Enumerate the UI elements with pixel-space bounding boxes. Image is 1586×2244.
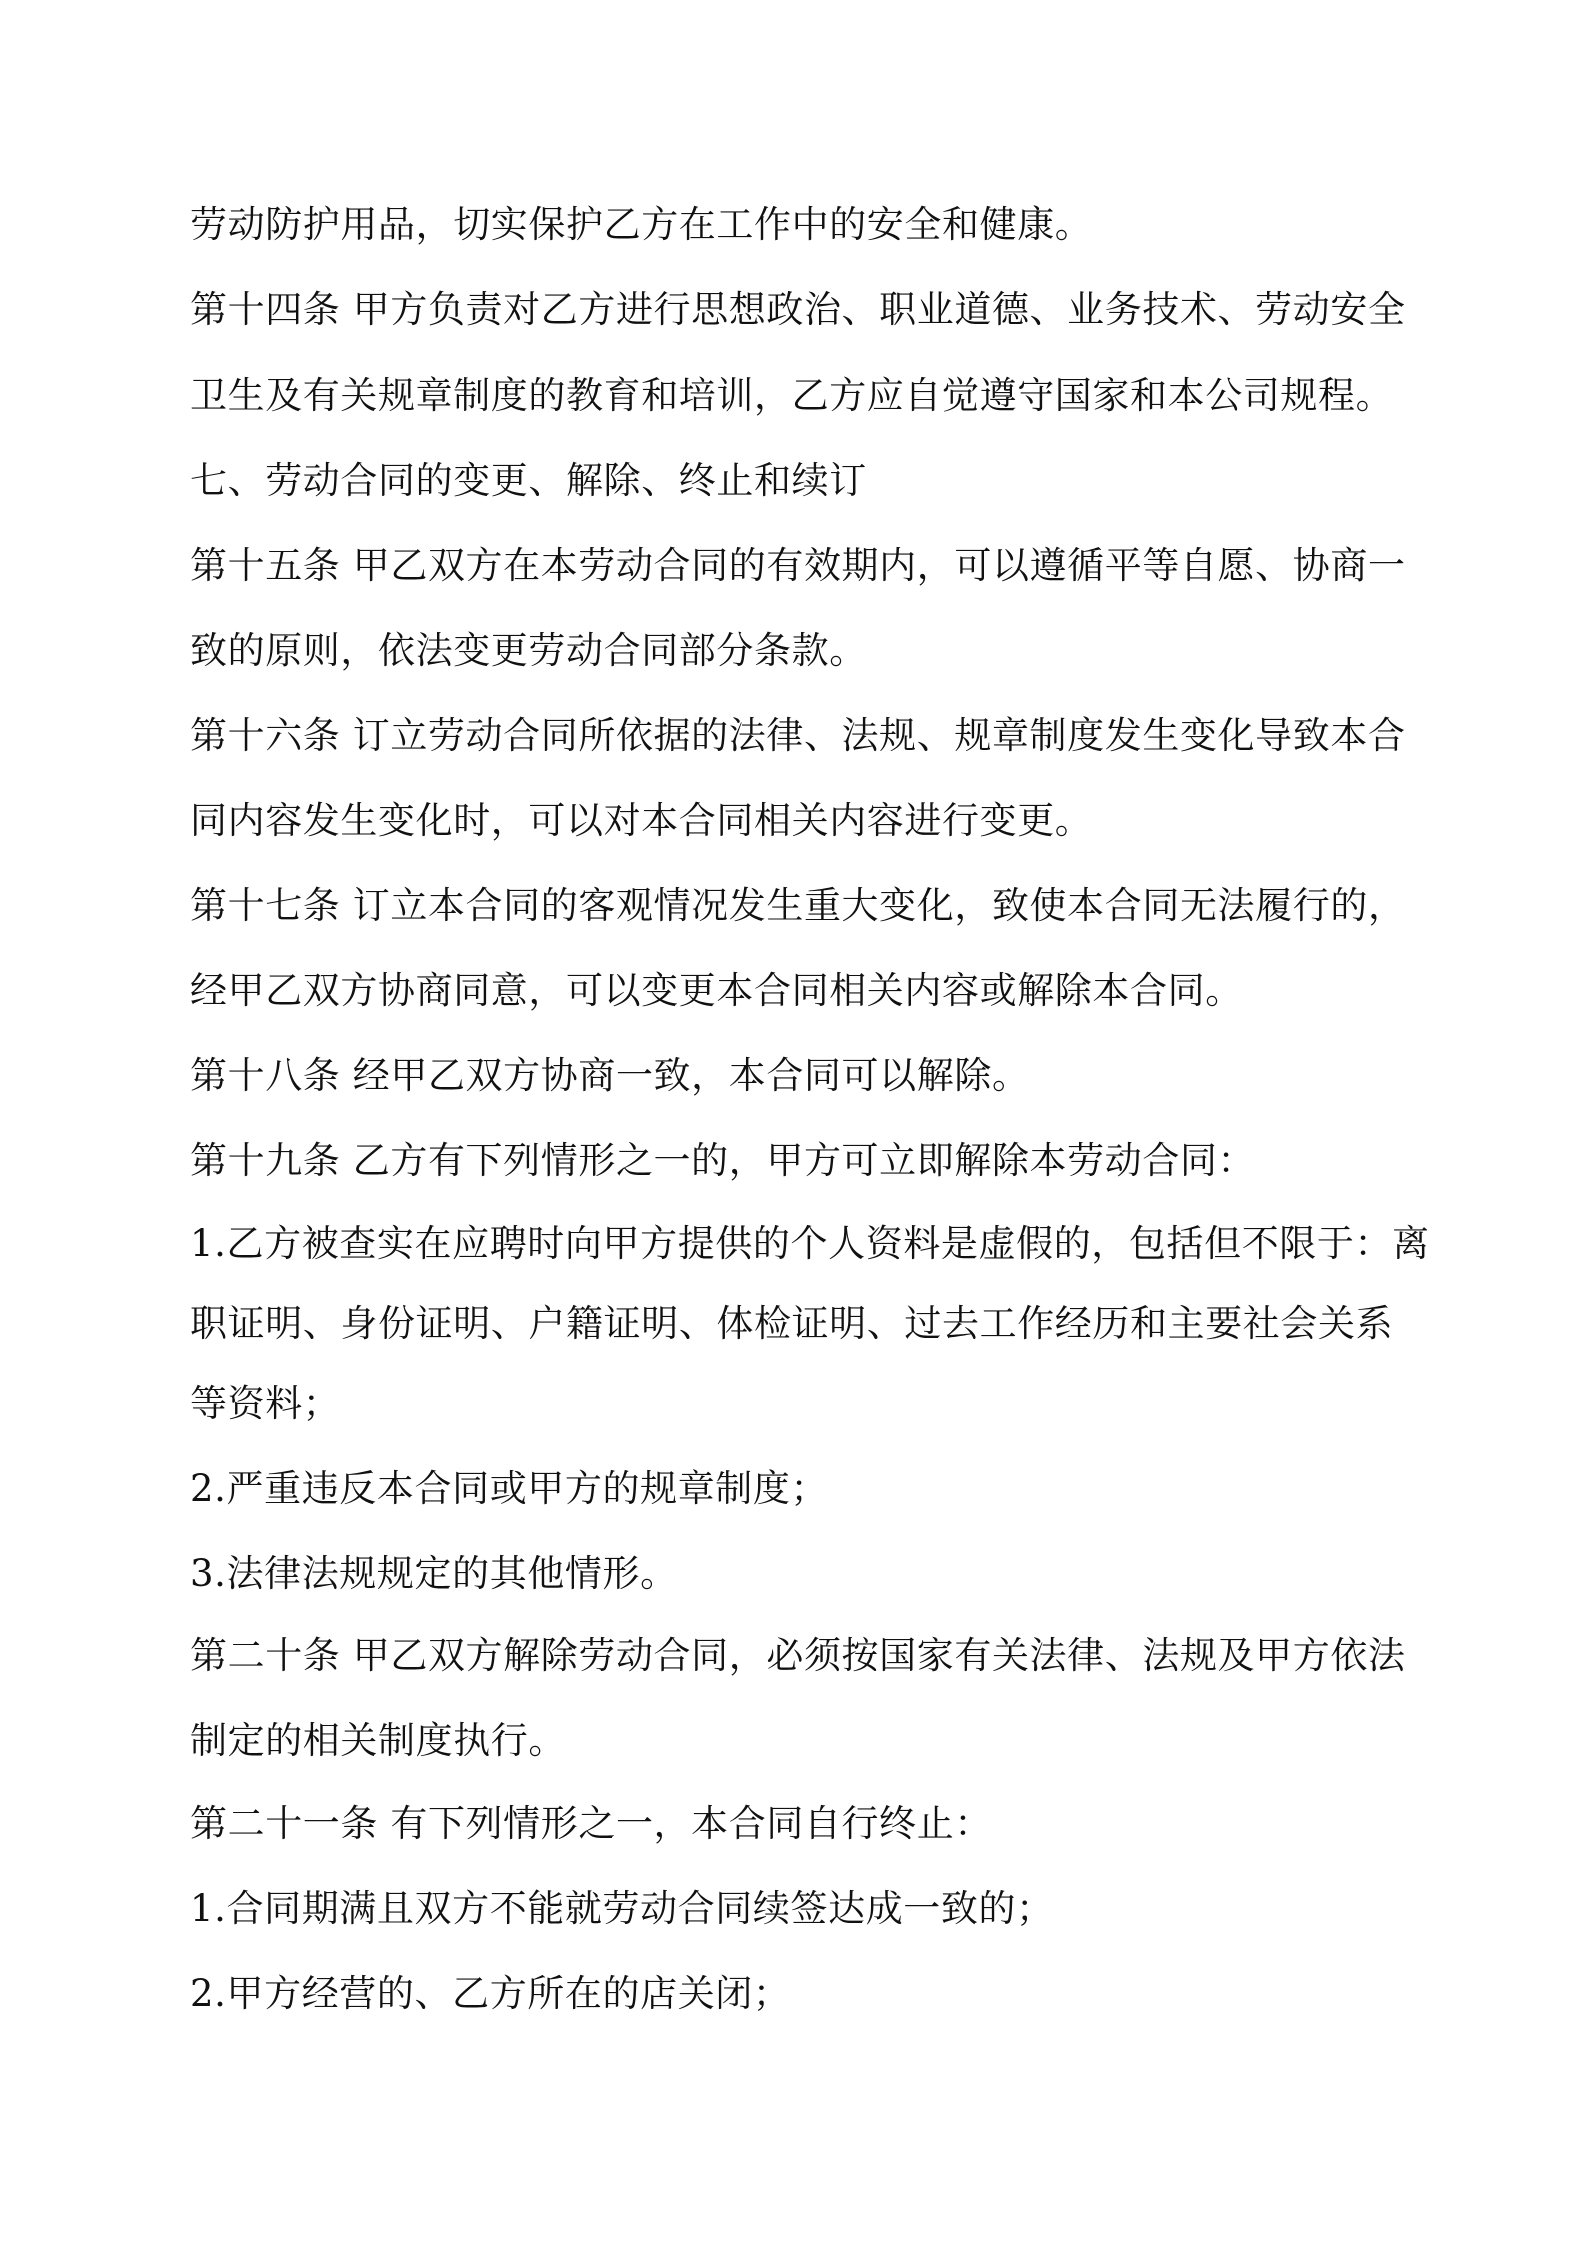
list-item: 1.乙方被查实在应聘时向甲方提供的个人资料是虚假的，包括但不限于：离 <box>190 1222 1430 1265</box>
text-line: 制定的相关制度执行。 <box>190 1719 566 1762</box>
text-line: 职证明、身份证明、户籍证明、体检证明、过去工作经历和主要社会关系 <box>190 1302 1394 1345</box>
list-item: 1.合同期满且双方不能就劳动合同续签达成一致的； <box>190 1887 1054 1930</box>
text-line: 经甲乙双方协商同意，可以变更本合同相关内容或解除本合同。 <box>190 969 1243 1012</box>
section-heading: 七、劳动合同的变更、解除、终止和续订 <box>190 459 867 502</box>
text-line: 第十九条 乙方有下列情形之一的，甲方可立即解除本劳动合同： <box>190 1139 1256 1182</box>
text-line: 致的原则，依法变更劳动合同部分条款。 <box>190 629 867 672</box>
text-line: 第十四条 甲方负责对乙方进行思想政治、职业道德、业务技术、劳动安全 <box>190 288 1406 331</box>
list-item: 3.法律法规规定的其他情形。 <box>190 1552 678 1595</box>
list-item: 2.甲方经营的、乙方所在的店关闭； <box>190 1972 791 2015</box>
text-line: 第十六条 订立劳动合同所依据的法律、法规、规章制度发生变化导致本合 <box>190 714 1406 757</box>
list-item: 2.严重违反本合同或甲方的规章制度； <box>190 1467 829 1510</box>
text-line: 等资料； <box>190 1382 341 1425</box>
text-line: 第十八条 经甲乙双方协商一致，本合同可以解除。 <box>190 1054 1030 1097</box>
text-line: 同内容发生变化时，可以对本合同相关内容进行变更。 <box>190 799 1093 842</box>
text-line: 第二十条 甲乙双方解除劳动合同，必须按国家有关法律、法规及甲方依法 <box>190 1634 1406 1677</box>
text-line: 劳动防护用品，切实保护乙方在工作中的安全和健康。 <box>190 203 1093 246</box>
text-line: 第十五条 甲乙双方在本劳动合同的有效期内，可以遵循平等自愿、协商一 <box>190 544 1406 587</box>
text-line: 卫生及有关规章制度的教育和培训，乙方应自觉遵守国家和本公司规程。 <box>190 374 1394 417</box>
text-line: 第十七条 订立本合同的客观情况发生重大变化，致使本合同无法履行的， <box>190 884 1406 927</box>
text-line: 第二十一条 有下列情形之一，本合同自行终止： <box>190 1802 992 1845</box>
